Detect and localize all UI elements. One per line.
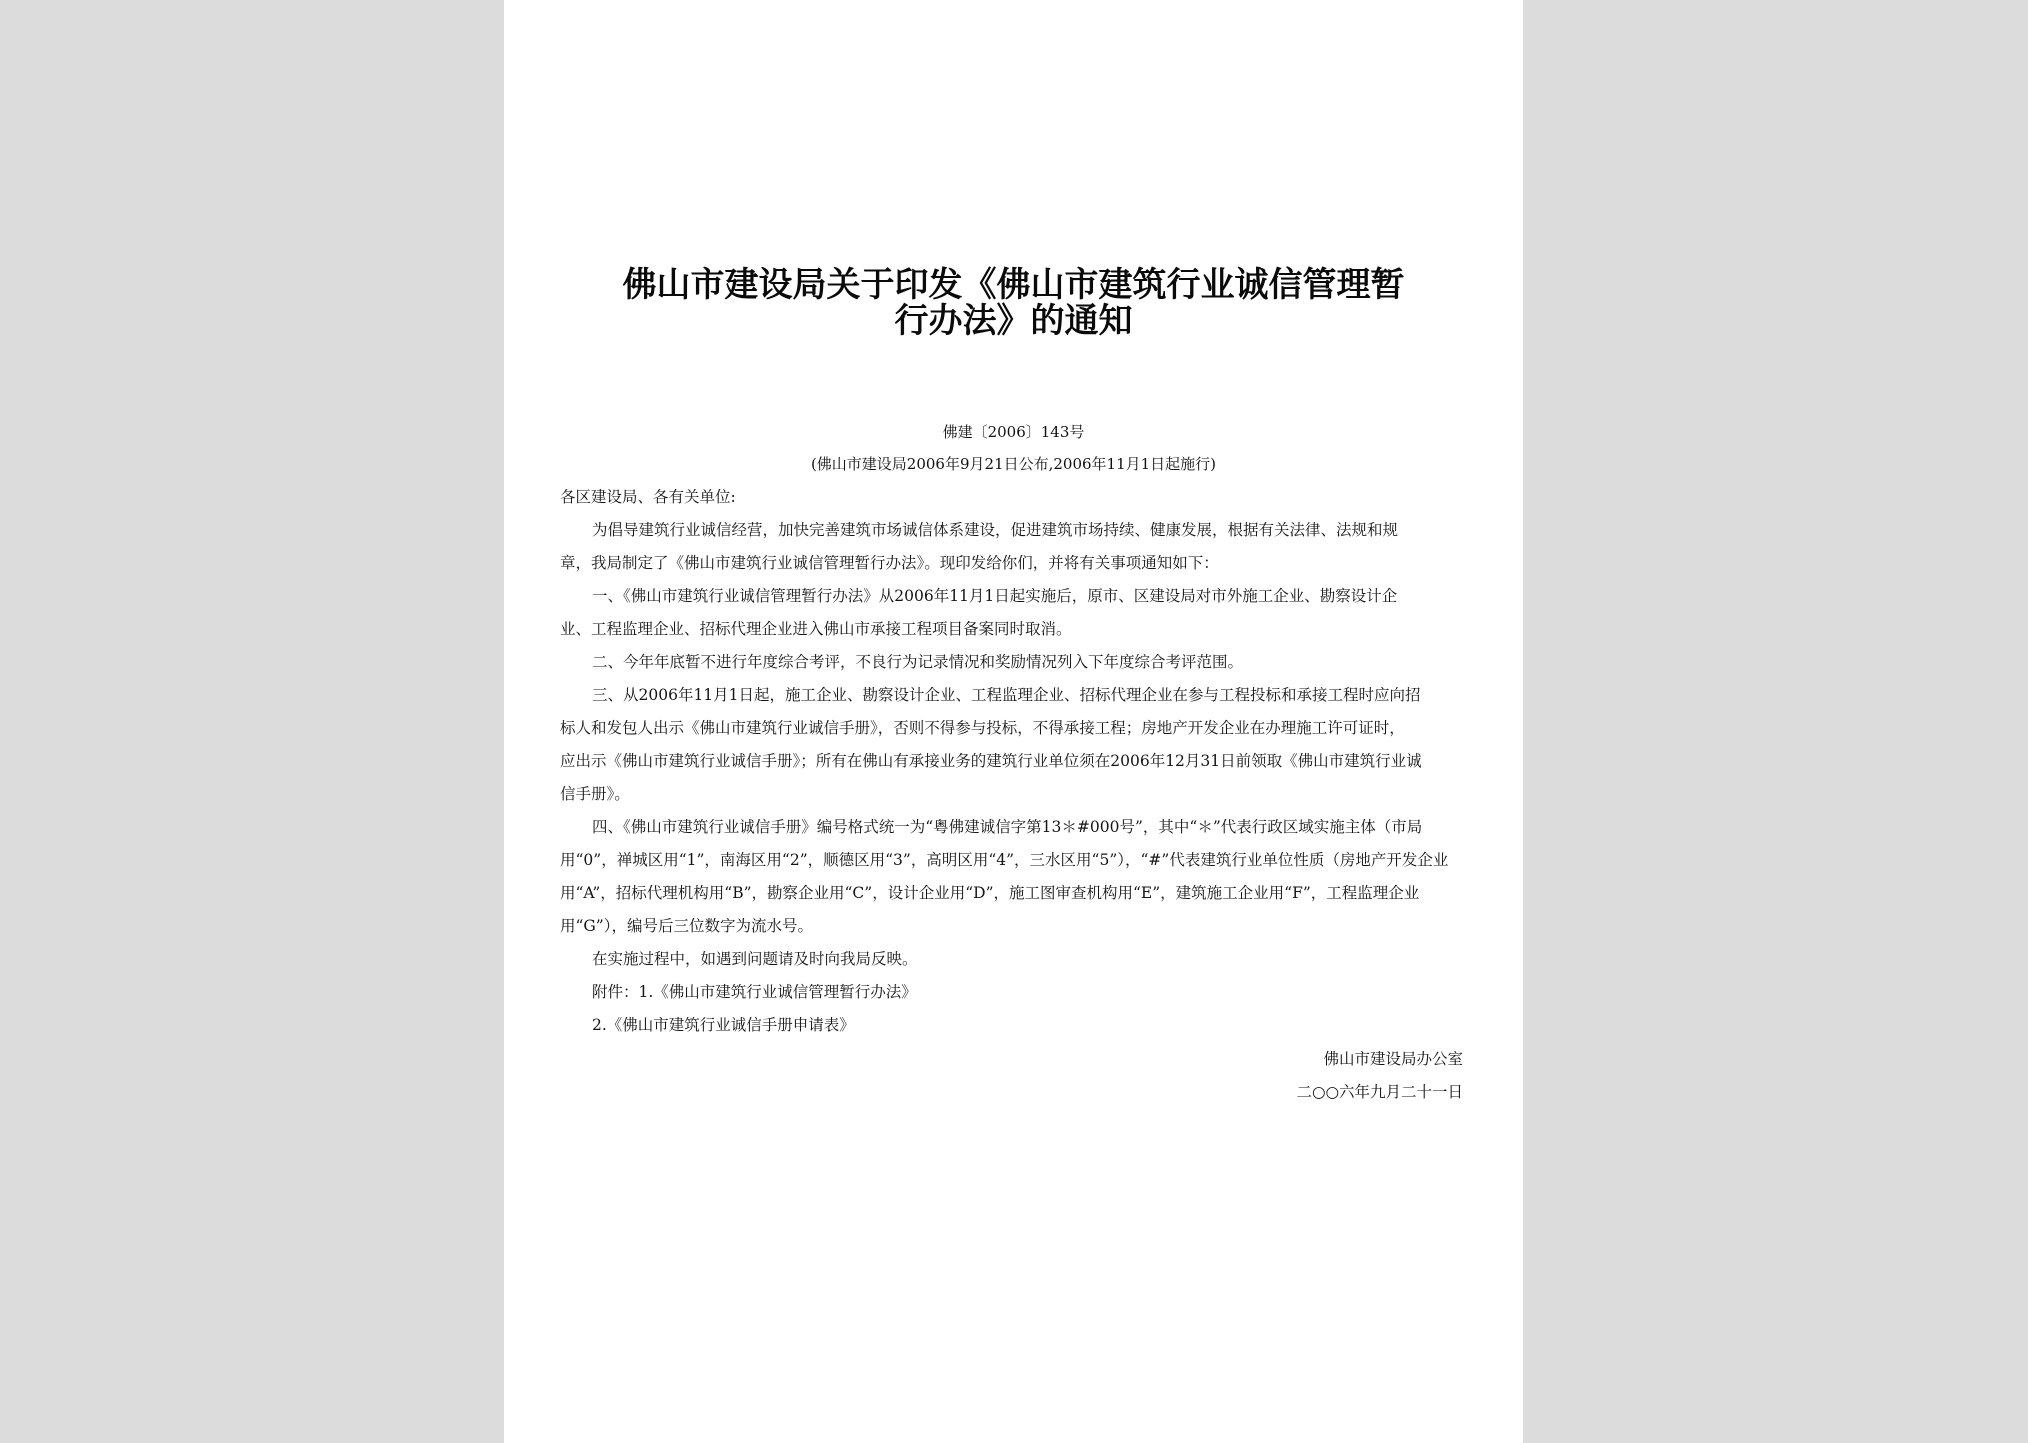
attachment-line-1: 附件：1.《佛山市建筑行业诚信管理暂行办法》 bbox=[592, 983, 917, 1001]
paragraph-line: 一、《佛山市建筑行业诚信管理暂行办法》从2006年11月1日起实施后，原市、区建设局对市外施工企业、勘察设计企 bbox=[592, 587, 1398, 605]
salutation: 各区建设局、各有关单位: bbox=[560, 488, 736, 506]
document-number: 佛建〔2006〕143号 bbox=[942, 423, 1085, 441]
paragraph-line: 用“A”，招标代理机构用“B”，勘察企业用“C”，设计企业用“D”，施工图审查机构用“E”，建筑施工企业用“F”，工程监理企业 bbox=[560, 884, 1420, 902]
signature-date: 二○○六年九月二十一日 bbox=[1296, 1083, 1463, 1101]
paragraph-line: 四、《佛山市建筑行业诚信手册》编号格式统一为“粤佛建诚信字第13＊#000号”，其中“＊”代表行政区域实施主体（市局 bbox=[592, 818, 1423, 836]
paragraph-line: 业、工程监理企业、招标代理企业进入佛山市承接工程项目备案同时取消。 bbox=[560, 620, 1072, 638]
paragraph-line: 在实施过程中，如遇到问题请及时向我局反映。 bbox=[592, 950, 918, 968]
paragraph-line: 三、从2006年11月1日起，施工企业、勘察设计企业、工程监理企业、招标代理企业在参与工程投标和承接工程时应向招 bbox=[592, 686, 1421, 704]
paragraph-line: 用“0”，禅城区用“1”，南海区用“2”，顺德区用“3”，高明区用“4”，三水区用“5”），“#”代表建筑行业单位性质（房地产开发企业 bbox=[560, 851, 1449, 869]
attachment-line-2: 2.《佛山市建筑行业诚信手册申请表》 bbox=[592, 1016, 855, 1034]
paragraph-line: 信手册》。 bbox=[560, 785, 630, 803]
paragraph-line: 应出示《佛山市建筑行业诚信手册》；所有在佛山有承接业务的建筑行业单位须在2006年12月31日前领取《佛山市建筑行业诚 bbox=[560, 752, 1422, 770]
document-page bbox=[504, 0, 1523, 1443]
paragraph-line: 章，我局制定了《佛山市建筑行业诚信管理暂行办法》。现印发给你们，并将有关事项通知如下： bbox=[560, 554, 1219, 572]
publish-note: (佛山市建设局2006年9月21日公布,2006年11月1日起施行) bbox=[810, 455, 1217, 473]
paragraph-line: 用“G”），编号后三位数字为流水号。 bbox=[560, 917, 813, 935]
paragraph-line: 为倡导建筑行业诚信经营，加快完善建筑市场诚信体系建设，促进建筑市场持续、健康发展，根据有关法律、法规和规 bbox=[592, 521, 1399, 539]
document-title-line-2: 行办法》的通知 bbox=[894, 301, 1133, 341]
signature-organization: 佛山市建设局办公室 bbox=[1323, 1050, 1463, 1068]
paragraph-line: 二、今年年底暂不进行年度综合考评，不良行为记录情况和奖励情况列入下年度综合考评范围。 bbox=[592, 653, 1244, 671]
document-title-line-1: 佛山市建设局关于印发《佛山市建筑行业诚信管理暂 bbox=[622, 265, 1405, 305]
paragraph-line: 标人和发包人出示《佛山市建筑行业诚信手册》，否则不得参与投标，不得承接工程；房地产开发企业在办理施工许可证时， bbox=[560, 719, 1405, 737]
